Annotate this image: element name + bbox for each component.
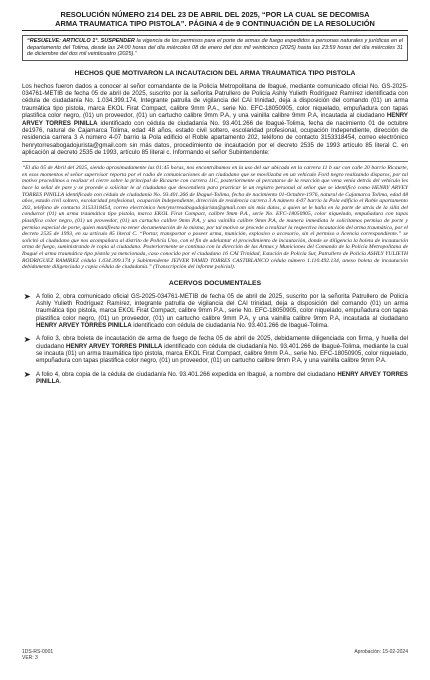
header-line-1: RESOLUCIÓN NÚMERO 214 DEL 23 DE ABRIL DEL 2025, “POR LA CUAL SE DECOMISA — [60, 10, 370, 19]
acervo-name: HENRY ARVEY TORRES PINILLA — [36, 322, 132, 330]
arrow-bullet-icon — [24, 293, 31, 300]
footer-code: 1DS-RS-0001 — [22, 649, 54, 655]
hechos-text-a: Los hechos fueron dados a conocer al señor comandante de la Policía Metropolitana de Ibagué, mediante comunicado oficial No. GS-2025-034761-METIB de fecha 05 de abril de 2025, suscrito por la señorita Patrullero de Policía Ashly Yulieth Rodríguez Ramírez identificada con cédula de ciudadanía No. 1.034.399.174, Integrante patrulla de vigilancia del CAI trinidad, deja a disposición del comando (01) un arma traumática tipo pistola, marca EKOL Firat Compact, calibre 9mm P.A., serie No. EFC-18050905, color niquelado, empuñadura con tapas plastifica color negro, (01) un proveedor, (01) un cartucho calibre 9mm P.A, y una vainilla calibre 9mm P.A, incautada al ciudadano — [22, 82, 408, 120]
acervo-text-b: . — [59, 378, 62, 386]
hechos-text-b: identificado con cédula de ciudadanía No. 93.401.266 de Ibagué-Tolima, fecha de nacimiento 01 de octubre de1976, natural de Cajamarca Tolima, edad 48 años, estado civil soltero, escolaridad profesional, ocupación Independiente, dirección de residencia carrera 3 A número 4-07 barrio la Pola edificio el Roble apartamento 202, teléfono de contacto 3153318454, correo electrónico henrytorresabogadojurista@gmail.com sin más datos, procedimiento de incautación por el decreto 2535 de 1993 artículo 85 literal C. en aplicación al decreto 2535 de 1993, artículo 85 literal c. Informando el señor Subintendente: — [22, 119, 409, 156]
header-line-2: ARMA TRAUMATICA TIPO PISTOLA”. PÁGINA 4 de 9 CONTINUACIÓN DE LA RESOLUCIÓN — [55, 19, 375, 28]
header-divider — [22, 30, 408, 31]
list-item — [22, 371, 408, 386]
arrow-bullet-icon — [24, 336, 31, 343]
resuelve-box — [22, 35, 408, 61]
police-report-quote — [22, 161, 408, 271]
page-footer — [22, 649, 408, 661]
acervo-text-a: A folio 3, obra boleta de incautación de arma de fuego de fecha 05 de abril de 2025, debidamente diligenciada con firma, y huella del ciudadano — [36, 335, 408, 350]
acervos-list — [22, 293, 408, 386]
list-item — [22, 335, 408, 364]
arrow-bullet-icon — [24, 371, 31, 378]
footer-approval: Aprobación: 15-02-2024 — [354, 649, 408, 655]
hechos-citizen-name: HENRY ARVEY TORRES PINILLA — [22, 112, 408, 127]
resuelve-text: la vigencia de los permisos para el porte de armas de fuego expedidos a personas naturales y jurídicas en el departamento del Tolima, desde las 24:00 horas del día miércoles 08 de enero del dos mil veinticinco (2025) hasta las 23:59 horas del día miércoles 31 de diciembre del dos mil veinticuatro (2025).” — [27, 38, 403, 58]
footer-version: VER: 3 — [22, 655, 38, 661]
resuelve-lead: “RESUELVE: ARTICULO 1°. SUSPENDER — [27, 38, 135, 44]
quote-text: “El día 05 de Abril del 2025, siendo aproximadamente las 01:45 horas, nos encontrábamos en la uso del sur ubicada en la carrera 11 b sur con calle 20 barrio Ricaurte, en esos momentos el señor supervisor reporta por el radio de comunicaciones de un ciudadano que se movilizaba en un vehículo Ford negro realizando disparos, por tal motivo procedimos a realizar el cierre sobre la principal de Ricaurte con carrera 11C, posteriormente al percatarse de la reacción que vena venía detrás del vehículo les hace la señal de pare y se procede a solicitar le al ciudadano que descendiera para practicar le un registro personal al señor que se identificó como HENRY ARVEY TORRES PINILLA identificado con cédula de ciudadanía No. 93.401.266 de Ibagué-Tolima, fecha de nacimiento 01-Octubre-1976, natural de Cajamarca Tolima, edad 48 años, estado civil soltero, escolaridad profesional, ocupación Independiente, dirección de residencia carrera 3 A número 4-07 barrio la Pola edificio el Roble apartamento 202, teléfono de contacto 3153318454, correo electrónico henrytorresabogadojurista@gmail.com sin más datos, a quien se le halla en la parte de atrás de la silla del conductor (01) un arma traumática tipo pistola, marca EKOL Firat Compact, calibre 9mm P.A., serie No. EFC-18050905, color niquelado, empuñadura con tapas plastifica color negro, (01) un proveedor, (01) un cartucho calibre 9mm P.A, y una vainilla calibre 9mm P.A, de manera inmediata le solicitamos permiso de porte y permiso especial de porte, quien manifiesta no tener documentación de la misma, por tal motivo se procede a realizar la respectiva incautación del arma traumática, por el decreto 2535 de 1993, en su artículo 85 literal C. “Portar, transportar o poseer arma, munición, explosivo o accesorio, sin el permiso o licencia correspondiente.” se solicitó al ciudadano que nos acompañara al distrito de Policía Uno, con el fin de adelantar el procedimiento de incautación, donde se diligencia la boleta de incautación arma de fuego, suministrando le copia al ciudadano. Posteriormente se continua con la dirección de las Armas y Municiones del Comando de la Policía Metropolitana de Ibagué el arma traumática tipo pistola ya mencionada, caso conocido por el ciudadano 16 CAI Trinidad, Estación de Policía Sur, Patrullero de Policía ASHLY YULIETH RODRIGUEZ RAMIREZ cédula 1.034.399.174 y Subintendente JEIVER YAMID TORRES CASTIBLANCO cédula número 1.110.492.134, anexo boleta de incautación debidamente diligenciada y copia cédula de ciudadanía.” — [22, 165, 408, 271]
list-item — [22, 293, 408, 330]
acervo-name: HENRY ARVEY TORRES PINILLA — [66, 342, 163, 350]
quote-end-note: (Transcripción del informe policial). — [153, 264, 236, 271]
acervo-text-a: A folio 2, obra comunicado oficial GS-2025-034761-METIB de fecha 05 de abril de 2025, suscrito por la señorita Patrullero de Policía Ashly Yulieth Rodríguez Ramírez, integrante patrulla de vigilancia del CAI trinidad, deja a disposición del comando (01) un arma traumática tipo pistola, marca EKOL Firat Compact, calibre 9mm P.A., serie No. EFC-18050905, color niquelado, empuñadura con tapas plastifica color negro, (01) un proveedor, (01) un cartucho calibre 9mm P.A, y una vainilla calibre 9mm P.A, incautada al ciudadano — [36, 292, 408, 322]
acervo-name: HENRY ARVEY TORRES PINILLA — [36, 370, 408, 386]
hechos-paragraph — [22, 83, 408, 156]
section-title-acervos: ACERVOS DOCUMENTALES — [168, 279, 262, 287]
section-title-hechos: HECHOS QUE MOTIVARON LA INCAUTACION DEL ARMA TRAUMATICA TIPO PISTOLA — [74, 69, 356, 77]
acervo-text-b: identificado con cédula de ciudadanía No. 93.401.266 de Ibagué-Tolima, mediante la cual se incauta (01) un arma traumática tipo pistola, marca EKOL Firat Compact, calibre 9mm P.A., serie No. EFC-18050905, color niquelado, empuñadura con tapas plastifica color negro, (01) un proveedor, (01) un cartucho calibre 9mm P.A, y una vainilla calibre 9mm P.A. — [36, 342, 408, 365]
acervo-text-a: A folio 4, obra copia de la cédula de ciudadanía No. 93.401.266 expedida en Ibagué, a nombre del ciudadano — [36, 370, 338, 378]
resolution-header — [22, 10, 408, 28]
acervo-text-b: identificado con cédula de ciudadanía No. 93.401.266 de Ibagué-Tolima. — [131, 322, 329, 330]
